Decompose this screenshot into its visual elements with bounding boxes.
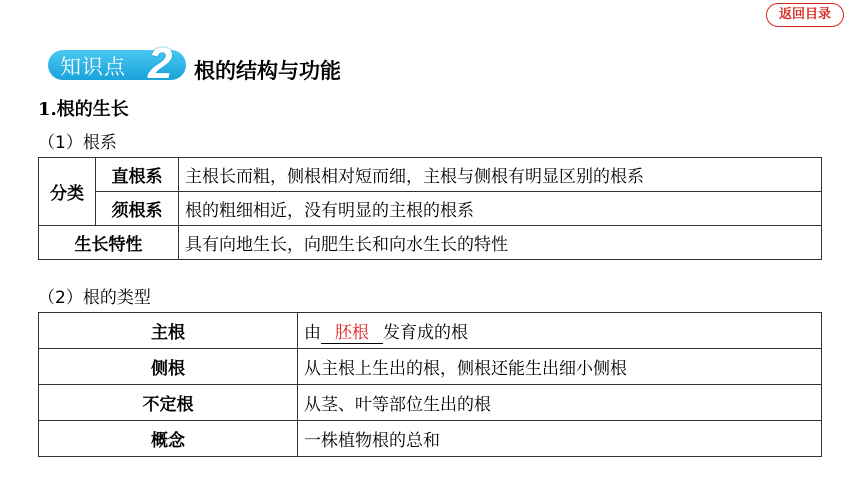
category-cell: 分类 <box>39 158 96 226</box>
table-row-desc: 主根长而粗，侧根相对短而细，主根与侧根有明显区别的根系 <box>179 158 822 192</box>
back-to-contents-button[interactable]: 返回目录 <box>766 3 844 27</box>
table-row-desc <box>298 313 822 349</box>
desc-suffix: 发育成的根 <box>383 322 468 343</box>
table-row-desc: 一株植物根的总和 <box>298 421 822 457</box>
table-row-label: 不定根 <box>39 385 298 421</box>
table-row-desc: 从茎、叶等部位生出的根 <box>298 385 822 421</box>
subheading-root-system: （1）根系 <box>38 133 117 153</box>
subheading-root-types: （2）根的类型 <box>38 288 151 308</box>
section-title: 根的结构与功能 <box>194 59 341 83</box>
root-types-table <box>38 312 822 457</box>
table-row-label: 侧根 <box>39 349 298 385</box>
table-row-label: 直根系 <box>96 158 179 192</box>
growth-desc-cell: 具有向地生长，向肥生长和向水生长的特性 <box>179 226 822 260</box>
table-row-label: 主根 <box>39 313 298 349</box>
knowledge-point-badge <box>48 39 186 88</box>
table-row-label: 概念 <box>39 421 298 457</box>
badge-number: 2 <box>148 39 173 88</box>
answer-blank: 胚根 <box>321 318 383 344</box>
growth-label-cell: 生长特性 <box>39 226 179 260</box>
root-system-table <box>38 157 822 260</box>
table-row-desc: 根的粗细相近，没有明显的主根的根系 <box>179 192 822 226</box>
table-row-label: 须根系 <box>96 192 179 226</box>
desc-prefix: 由 <box>304 322 321 343</box>
table-row-desc: 从主根上生出的根，侧根还能生出细小侧根 <box>298 349 822 385</box>
badge-label: 知识点 <box>60 55 126 79</box>
heading-root-growth: 1.根的生长 <box>38 99 129 120</box>
